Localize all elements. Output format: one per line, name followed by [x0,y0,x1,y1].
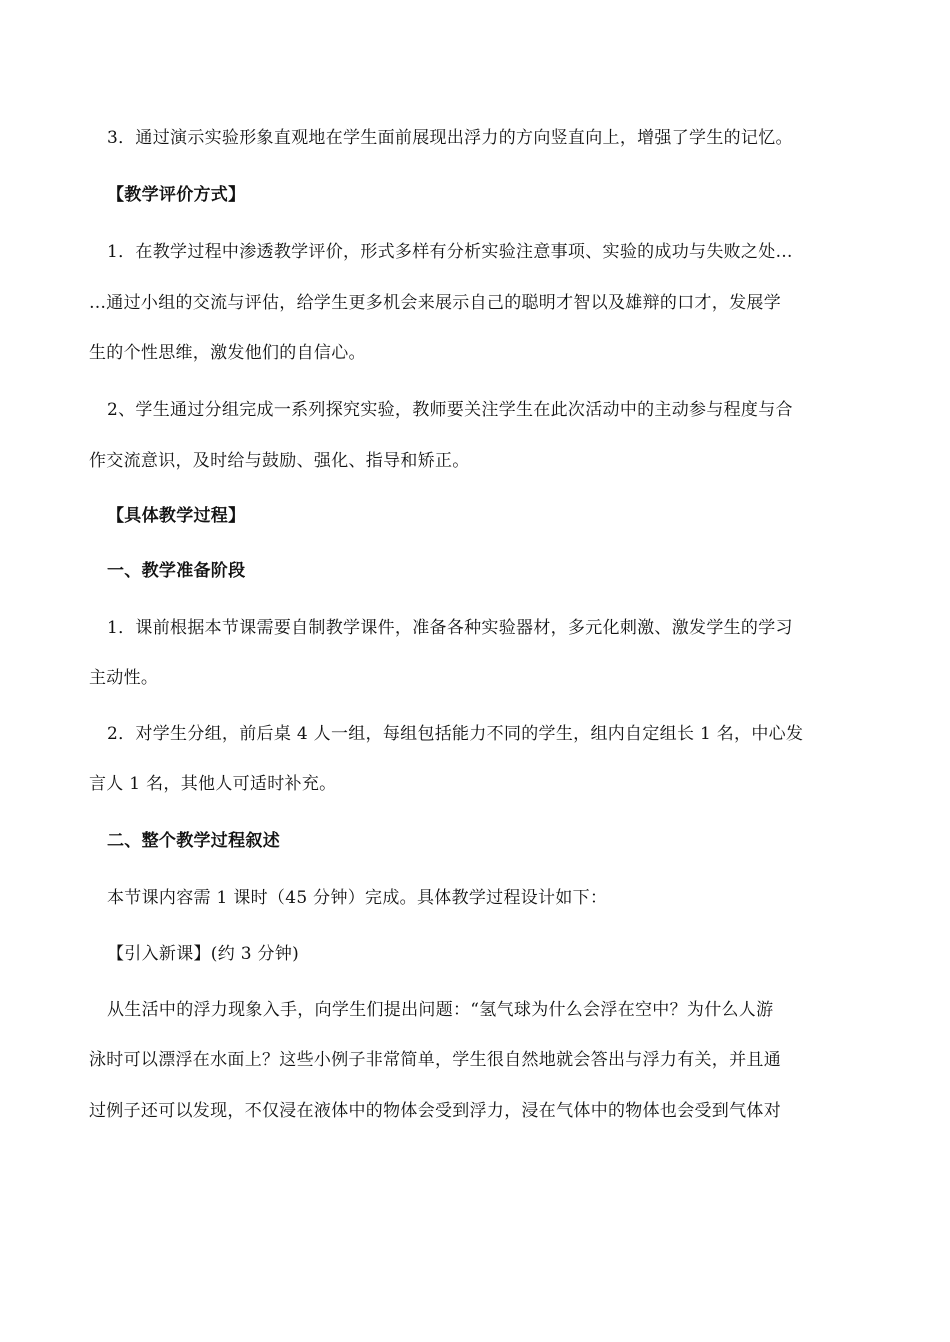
paragraph-demo-experiment: 3．通过演示实验形象直观地在学生面前展现出浮力的方向竖直向上，增强了学生的记忆。 [107,128,793,148]
paragraph-evaluation-line-3: 生的个性思维，激发他们的自信心。 [89,343,366,363]
heading-evaluation-methods: 【教学评价方式】 [107,185,246,205]
heading-preparation-stage: 一、教学准备阶段 [107,561,246,581]
paragraph-evaluation-line-1: 1．在教学过程中渗透教学评价，形式多样有分析实验注意事项、实验的成功与失败之处… [107,242,793,262]
paragraph-grouping-line-2: 言人 1 名，其他人可适时补充。 [89,774,337,794]
paragraph-introduction-line-3: 过例子还可以发现，不仅浸在液体中的物体会受到浮力，浸在气体中的物体也会受到气体对 [89,1101,781,1121]
paragraph-introduction-line-1: 从生活中的浮力现象入手，向学生们提出问题：“氢气球为什么会浮在空中？为什么人游 [107,1000,774,1020]
paragraph-lesson-time: 本节课内容需 1 课时（45 分钟）完成。具体教学过程设计如下： [107,888,608,908]
paragraph-grouping-line-1: 2．对学生分组，前后桌 4 人一组，每组包括能力不同的学生，组内自定组长 1 名，中心发 [107,724,804,744]
paragraph-evaluation-line-2: …通过小组的交流与评估，给学生更多机会来展示自己的聪明才智以及雄辩的口才，发展学 [89,293,781,313]
paragraph-group-experiment-line-1: 2、学生通过分组完成一系列探究实验，教师要关注学生在此次活动中的主动参与程度与合 [107,400,793,420]
paragraph-introduction-label: 【引入新课】(约 3 分钟) [107,944,300,964]
paragraph-introduction-line-2: 泳时可以漂浮在水面上？这些小例子非常简单，学生很自然地就会答出与浮力有关，并且通 [89,1050,781,1070]
paragraph-preparation-line-1: 1．课前根据本节课需要自制教学课件，准备各种实验器材，多元化刺激、激发学生的学习 [107,618,793,638]
heading-process-narrative: 二、整个教学过程叙述 [107,831,280,851]
paragraph-group-experiment-line-2: 作交流意识，及时给与鼓励、强化、指导和矫正。 [89,451,470,471]
paragraph-preparation-line-2: 主动性。 [89,668,159,688]
heading-specific-process: 【具体教学过程】 [107,506,246,526]
